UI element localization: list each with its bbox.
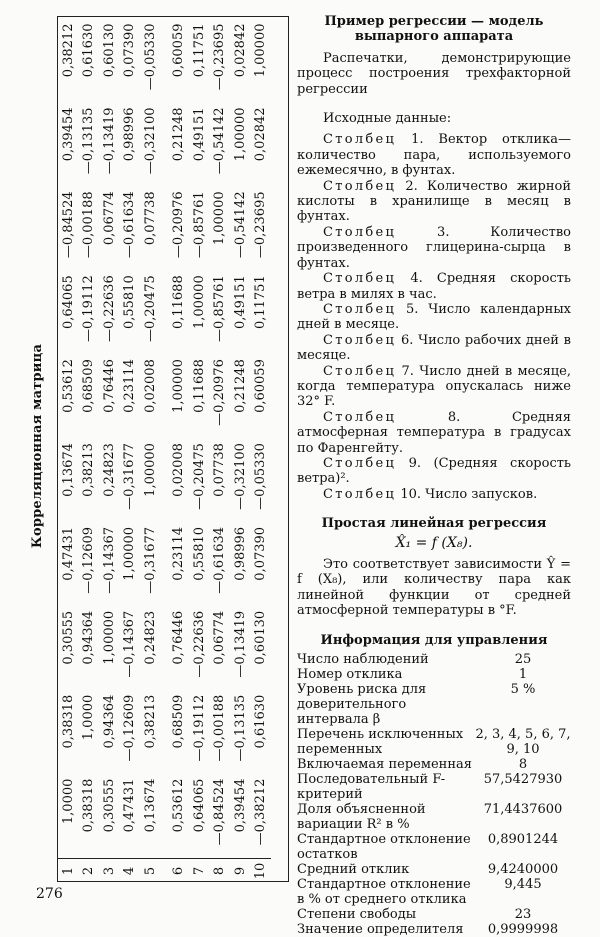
info-label: Средний отклик <box>297 862 410 878</box>
matrix-cell: —0,84524 <box>212 778 228 846</box>
matrix-cell: 0,24823 <box>142 610 158 665</box>
matrix-cell: 1,0000 <box>60 778 76 825</box>
matrix-row <box>79 20 100 884</box>
matrix-row-number: 3 <box>99 859 120 884</box>
info-value: 1 <box>518 667 528 683</box>
column-word: Столбец <box>323 224 397 240</box>
source-heading: Исходные данные: <box>323 111 452 127</box>
regression-heading: Простая линейная регрессия <box>321 516 547 532</box>
column-text: 2. Количество жирной кислоты в хранилище в месяц в фунтах. <box>297 178 571 225</box>
matrix-cell: 1,0000 <box>81 694 97 741</box>
column-text: 6. Число рабочих дней в месяце. <box>297 332 571 364</box>
matrix-cell: —0,85761 <box>191 191 207 259</box>
matrix-cell: —0,20475 <box>142 275 158 343</box>
column-description <box>297 333 571 364</box>
matrix-cell: —0,00188 <box>81 191 97 259</box>
info-label: Стандартное отклонение в % от среднего отклика <box>297 877 471 908</box>
matrix-cell: 1,00000 <box>212 191 228 246</box>
matrix-row <box>99 20 120 884</box>
matrix-cell: —0,13135 <box>81 107 97 175</box>
matrix-cell: —0,32100 <box>232 443 248 510</box>
info-label: Уровень риска для доверительного интервала β <box>297 682 427 728</box>
matrix-cell: 0,38318 <box>60 694 76 749</box>
matrix-cell: —0,54142 <box>212 107 228 175</box>
matrix-cell: 0,07390 <box>253 526 269 581</box>
info-row <box>297 727 571 757</box>
info-value: 8 <box>518 757 528 773</box>
matrix-cell: 0,30555 <box>101 778 117 833</box>
info-value: 25 <box>514 652 532 668</box>
column-text: 7. Число дней в месяце, когда температура опускалась ниже 32° F. <box>297 363 571 410</box>
column-word: Столбец <box>323 301 397 317</box>
matrix-cell: —0,61634 <box>122 191 138 259</box>
info-row <box>297 907 571 922</box>
info-row <box>297 877 571 907</box>
info-value: 23 <box>514 907 532 923</box>
matrix-row-number: 7 <box>189 859 210 884</box>
matrix-row <box>210 20 231 884</box>
info-row <box>297 772 571 802</box>
info-row <box>297 652 571 667</box>
matrix-cell: 0,53612 <box>171 778 187 833</box>
info-label: Стандартное отклонение остатков <box>297 832 471 863</box>
column-text: 1. Вектор отклика— количество пара, используемого ежемесячно, в фунтах. <box>297 132 571 179</box>
intro-paragraph: Распечатки, демонстрирующие процесс построения трехфакторной регрессии <box>297 50 571 97</box>
matrix-cell: —0,23695 <box>253 191 269 259</box>
info-label: Последовательный F-критерий <box>297 772 446 803</box>
matrix-cell: 0,49151 <box>191 107 207 162</box>
matrix-cell: 0,30555 <box>60 610 76 665</box>
page-number: 276 <box>36 886 63 902</box>
matrix-cell: 1,00000 <box>191 275 207 330</box>
section-heading: Пример регрессии — модель выпарного аппарата <box>324 14 544 45</box>
info-label: Включаемая переменная <box>297 757 472 773</box>
matrix-cell: 0,23114 <box>171 526 187 581</box>
matrix-cell: 0,64065 <box>60 275 76 330</box>
matrix-row <box>189 20 210 884</box>
matrix-cell: 0,39454 <box>232 778 248 833</box>
matrix-cell: 0,11751 <box>253 275 269 330</box>
matrix-cell: —0,14367 <box>101 526 117 594</box>
matrix-cell: 1,00000 <box>253 23 269 78</box>
column-description <box>297 132 571 178</box>
matrix-cell: —0,12609 <box>122 694 138 762</box>
matrix-cell: 0,38318 <box>81 778 97 833</box>
matrix-row-number: 8 <box>210 859 231 884</box>
matrix-cell: 0,47431 <box>122 778 138 833</box>
matrix-cell: 0,55810 <box>191 526 207 581</box>
column-description <box>297 302 571 333</box>
info-value: 9,4240000 <box>487 862 559 878</box>
matrix-cell: —0,31677 <box>122 443 138 510</box>
matrix-cell: —0,84524 <box>60 191 76 259</box>
matrix-cell: —0,00188 <box>212 694 228 762</box>
matrix-row <box>120 20 141 884</box>
matrix-cell: 0,55810 <box>122 275 138 330</box>
matrix-cell: 0,13674 <box>142 778 158 833</box>
matrix-cell: 0,60059 <box>253 359 269 413</box>
matrix-cell: 0,11688 <box>191 359 207 413</box>
info-row <box>297 682 571 727</box>
matrix-cell: 0,60059 <box>171 23 187 78</box>
info-value: 0,9999998 <box>487 922 559 937</box>
matrix-title: Корреляционная матрица <box>30 343 45 549</box>
column-word: Столбец <box>323 271 397 287</box>
matrix-cell: 0,94364 <box>101 694 117 749</box>
column-description <box>297 487 571 502</box>
matrix-row-number: 9 <box>230 859 251 884</box>
matrix-cell: 0,49151 <box>232 275 248 330</box>
matrix-cell: —0,20976 <box>212 359 228 426</box>
matrix-cell: 0,11688 <box>171 275 187 330</box>
column-text: 9. (Средняя скорость ветра)². <box>297 455 571 487</box>
matrix-row <box>251 20 272 884</box>
matrix-cell: 0,38213 <box>81 443 97 497</box>
info-label: Число наблюдений <box>297 652 429 668</box>
matrix-cell: 0,02842 <box>232 23 248 78</box>
info-value: 71,4437600 <box>483 802 563 818</box>
matrix-cell: 0,38212 <box>60 23 76 78</box>
matrix-cell: 0,98996 <box>122 107 138 162</box>
matrix-cell: 0,76446 <box>171 610 187 665</box>
column-word: Столбец <box>323 178 397 194</box>
regression-equation: X̂₁ = f (X₈). <box>395 534 473 551</box>
info-value: 2, 3, 4, 5, 6, 7, 9, 10 <box>475 727 571 758</box>
matrix-cell: —0,19112 <box>81 275 97 343</box>
matrix-row-number: 10 <box>251 859 272 884</box>
matrix-cell: —0,22636 <box>101 275 117 343</box>
column-description <box>297 410 571 456</box>
info-label: Степени свободы <box>297 907 417 923</box>
matrix-row-number: 4 <box>120 859 141 884</box>
matrix-cell: 0,94364 <box>81 610 97 665</box>
matrix-row-number: 2 <box>79 859 100 884</box>
column-word: Столбец <box>323 409 397 425</box>
matrix-cell: 0,53612 <box>60 359 76 413</box>
matrix-cell: —0,54142 <box>232 191 248 259</box>
column-text: 4. Средняя скорость ветра в милях в час. <box>297 271 571 302</box>
matrix-cell: —0,13135 <box>232 694 248 762</box>
matrix-cell: 0,68509 <box>81 359 97 413</box>
matrix-cell: —0,13419 <box>232 610 248 678</box>
matrix-row-number: 5 <box>140 859 161 884</box>
matrix-cell: 0,07390 <box>122 23 138 78</box>
info-value: 0,8901244 <box>487 832 559 848</box>
column-description <box>297 364 571 410</box>
column-word: Столбец <box>323 363 397 379</box>
column-description <box>297 179 571 225</box>
info-value: 5 % <box>510 682 536 698</box>
matrix-cell: —0,19112 <box>191 694 207 762</box>
right-column <box>297 14 571 937</box>
matrix-cell: —0,22636 <box>191 610 207 678</box>
matrix-row <box>161 20 190 884</box>
info-label: Значение определителя <box>297 922 464 937</box>
matrix-cell: —0,05330 <box>142 23 158 91</box>
column-text: 10. Число запусков. <box>396 486 538 502</box>
matrix-cell: —0,05330 <box>253 443 269 510</box>
matrix-cell: 0,60130 <box>101 23 117 78</box>
info-label: Доля объясненной вариации R² в % <box>297 802 426 833</box>
matrix-cell: 0,61630 <box>81 23 97 78</box>
column-word: Столбец <box>323 455 397 471</box>
matrix-cell: —0,14367 <box>122 610 138 678</box>
matrix-cell: 1,00000 <box>171 359 187 413</box>
matrix-cell: 0,24823 <box>101 443 117 497</box>
matrix-cell: —0,13419 <box>101 107 117 175</box>
matrix-row <box>230 20 251 884</box>
matrix-cell: 0,61630 <box>253 694 269 749</box>
matrix-row-number: 6 <box>161 859 190 884</box>
column-text: 8. Средняя атмосферная температура в градусах по Фаренгейту. <box>297 409 571 456</box>
matrix-cell: 0,76446 <box>101 359 117 413</box>
column-text: 5. Число календарных дней в месяце. <box>297 301 571 333</box>
matrix-cell: —0,20976 <box>171 191 187 259</box>
matrix-row <box>58 20 79 884</box>
matrix-cell: 0,07738 <box>212 443 228 497</box>
correlation-matrix <box>58 19 288 883</box>
info-row <box>297 862 571 877</box>
matrix-cell: 0,02008 <box>142 359 158 413</box>
matrix-cell: —0,85761 <box>212 275 228 343</box>
matrix-cell: 0,13674 <box>60 443 76 497</box>
column-word: Столбец <box>323 332 397 348</box>
matrix-cell: —0,12609 <box>81 526 97 594</box>
matrix-cell: 0,98996 <box>232 526 248 581</box>
regression-text: Это соответствует зависимости Ŷ = f (X₈), или количеству пара как линейной функции от средней атмосферной температуры в °F. <box>297 557 571 619</box>
matrix-cell: 0,47431 <box>60 526 76 581</box>
info-heading: Информация для управления <box>320 632 548 648</box>
matrix-cell: —0,32100 <box>142 107 158 175</box>
matrix-cell: 1,00000 <box>122 526 138 581</box>
matrix-cell: 1,00000 <box>101 610 117 665</box>
matrix-cell: 0,21248 <box>232 359 248 413</box>
matrix-cell: —0,23695 <box>212 23 228 91</box>
column-description <box>297 456 571 487</box>
matrix-cell: —0,38212 <box>253 778 269 846</box>
info-row <box>297 757 571 772</box>
matrix-cell: —0,20475 <box>191 443 207 510</box>
column-description <box>297 271 571 302</box>
column-list <box>297 132 571 502</box>
info-row <box>297 667 571 682</box>
matrix-cell: 1,00000 <box>142 443 158 497</box>
info-row <box>297 922 571 937</box>
matrix-row-number: 1 <box>58 859 79 884</box>
info-label: Перечень исключенных переменных <box>297 727 464 758</box>
matrix-cell: 0,02008 <box>171 443 187 497</box>
matrix-cell: 0,38213 <box>142 694 158 749</box>
matrix-cell: 0,06774 <box>101 191 117 246</box>
matrix-cell: 0,06774 <box>212 610 228 665</box>
matrix-cell: 0,21248 <box>171 107 187 162</box>
column-text: 3. Количество произведенного глицерина-сырца в фунтах. <box>297 224 571 271</box>
column-word: Столбец <box>323 132 397 148</box>
matrix-cell: 0,07738 <box>142 191 158 246</box>
matrix-row <box>140 20 161 884</box>
info-value: 57,5427930 <box>483 772 563 788</box>
column-description <box>297 225 571 271</box>
matrix-cell: 1,00000 <box>232 107 248 162</box>
matrix-cell: 0,11751 <box>191 23 207 78</box>
matrix-table <box>58 19 271 883</box>
column-word: Столбец <box>323 486 397 502</box>
matrix-cell: 0,60130 <box>253 610 269 665</box>
info-row <box>297 802 571 832</box>
matrix-cell: 0,64065 <box>191 778 207 833</box>
info-table <box>297 652 571 937</box>
matrix-cell: —0,61634 <box>212 526 228 594</box>
matrix-cell: 0,68509 <box>171 694 187 749</box>
info-label: Номер отклика <box>297 667 403 683</box>
info-row <box>297 832 571 862</box>
info-value: 9,445 <box>504 877 542 893</box>
matrix-cell: 0,02842 <box>253 107 269 162</box>
matrix-cell: 0,23114 <box>122 359 138 413</box>
matrix-cell: 0,39454 <box>60 107 76 162</box>
matrix-cell: —0,31677 <box>142 526 158 594</box>
